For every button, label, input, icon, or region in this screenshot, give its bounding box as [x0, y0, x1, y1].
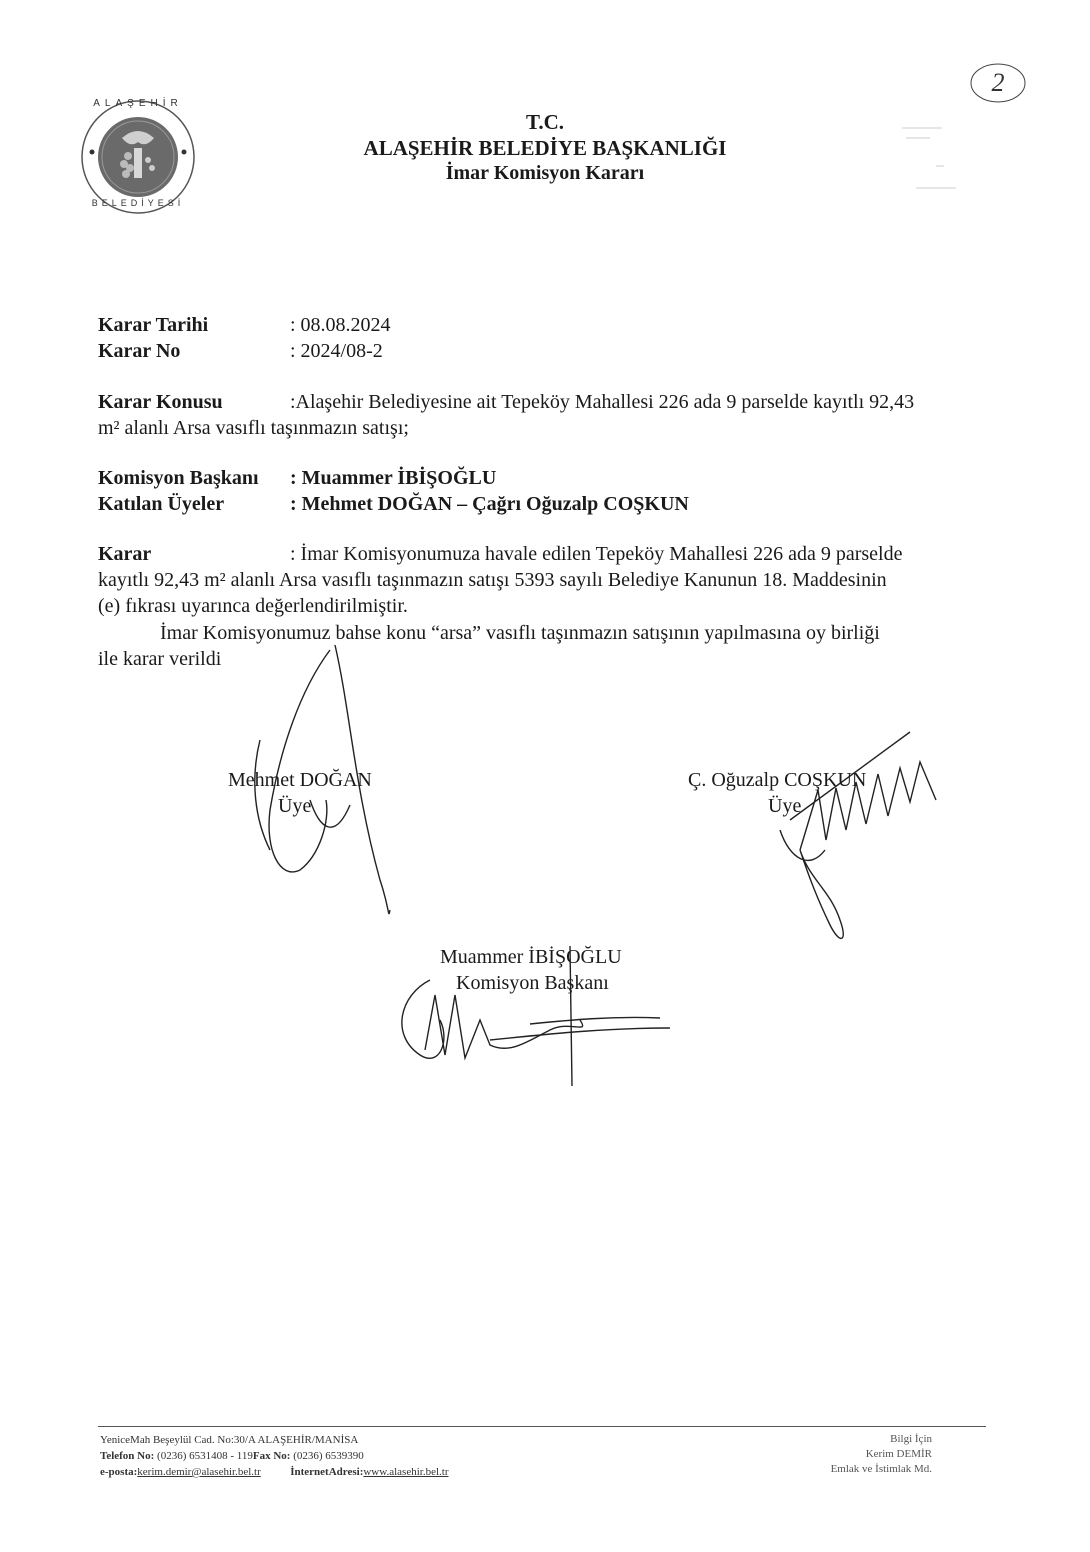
- page-number: 2: [968, 60, 1028, 106]
- footer-contact: [100, 1432, 660, 1480]
- decision-no-value: : 2024/08-2: [290, 340, 383, 362]
- chair-sign-role: Komisyon Başkanı: [456, 972, 609, 994]
- phone-label: Telefon No:: [100, 1450, 155, 1462]
- member2-name: Ç. Oğuzalp COŞKUN: [688, 769, 867, 791]
- logo-bottom-text: BELEDİYESİ: [91, 198, 185, 208]
- fax-label: Fax No:: [252, 1450, 291, 1462]
- info-name: Kerim DEMİR: [865, 1448, 932, 1460]
- info-label: Bilgi İçin: [890, 1433, 932, 1445]
- chair-sign-name: Muammer İBİŞOĞLU: [440, 946, 622, 968]
- header-doc-title: İmar Komisyon Kararı: [445, 162, 645, 184]
- member1-name: Mehmet DOĞAN: [228, 769, 372, 791]
- footer-web-line: [100, 1464, 660, 1480]
- email-link[interactable]: kerim.demir@alasehir.bel.tr: [137, 1466, 261, 1478]
- web-label: İnternetAdresi:: [290, 1466, 364, 1478]
- footer-info: [760, 1432, 932, 1477]
- member2-role: Üye: [768, 795, 802, 817]
- decision-no-label: Karar No: [98, 340, 181, 362]
- members-value: : Mehmet DOĞAN – Çağrı Oğuzalp COŞKUN: [290, 493, 689, 515]
- decision-date-label: Karar Tarihi: [98, 314, 209, 336]
- decision-line1: : İmar Komisyonumuza havale edilen Tepeköy Mahallesi 226 ada 9 parselde: [290, 543, 903, 565]
- header-tc: T.C.: [525, 110, 565, 134]
- chair-signature: [380, 940, 680, 1090]
- decision-label: Karar: [98, 543, 152, 565]
- footer-phone-line: [100, 1448, 660, 1464]
- subject-text-line2: m² alanlı Arsa vasıflı taşınmazın satışı;: [98, 417, 409, 439]
- header-institution: ALAŞEHİR BELEDİYE BAŞKANLIĞI: [363, 136, 727, 160]
- subject-text-line1: :Alaşehir Belediyesine ait Tepeköy Mahallesi 226 ada 9 parselde kayıtlı 92,43: [290, 391, 915, 413]
- footer-divider: [98, 1426, 986, 1427]
- decision-line5: ile karar verildi: [98, 648, 222, 670]
- footer-address: YeniceMah Beşeylül Cad. No:30/A ALAŞEHİR/MANİSA: [100, 1434, 359, 1446]
- email-label: e-posta:: [100, 1466, 138, 1478]
- web-link[interactable]: www.alasehir.bel.tr: [363, 1466, 449, 1478]
- logo-top-text: ALAŞEHİR: [93, 98, 183, 109]
- subject-label: Karar Konusu: [98, 391, 223, 413]
- decision-line3: (e) fıkrası uyarınca değerlendirilmiştir.: [98, 595, 408, 617]
- member1-role: Üye: [278, 795, 312, 817]
- fax-value: (0236) 6539390: [293, 1450, 364, 1462]
- member1-signature: [240, 630, 400, 920]
- decision-date-value: : 08.08.2024: [290, 314, 391, 336]
- info-dept: Emlak ve İstimlak Md.: [830, 1463, 932, 1475]
- member2-signature: [770, 730, 950, 945]
- chair-value: : Muammer İBİŞOĞLU: [290, 467, 497, 489]
- decision-line4: İmar Komisyonumuz bahse konu “arsa” vasıflı taşınmazın satışının yapılmasına oy birliği: [160, 622, 880, 644]
- chair-label: Komisyon Başkanı: [98, 467, 259, 489]
- decision-line2: kayıtlı 92,43 m² alanlı Arsa vasıflı taşınmazın satışı 5393 sayılı Belediye Kanunun 18. Maddesinin: [98, 569, 887, 591]
- members-label: Katılan Üyeler: [98, 493, 225, 515]
- phone-value: (0236) 6531408 - 119: [157, 1450, 253, 1462]
